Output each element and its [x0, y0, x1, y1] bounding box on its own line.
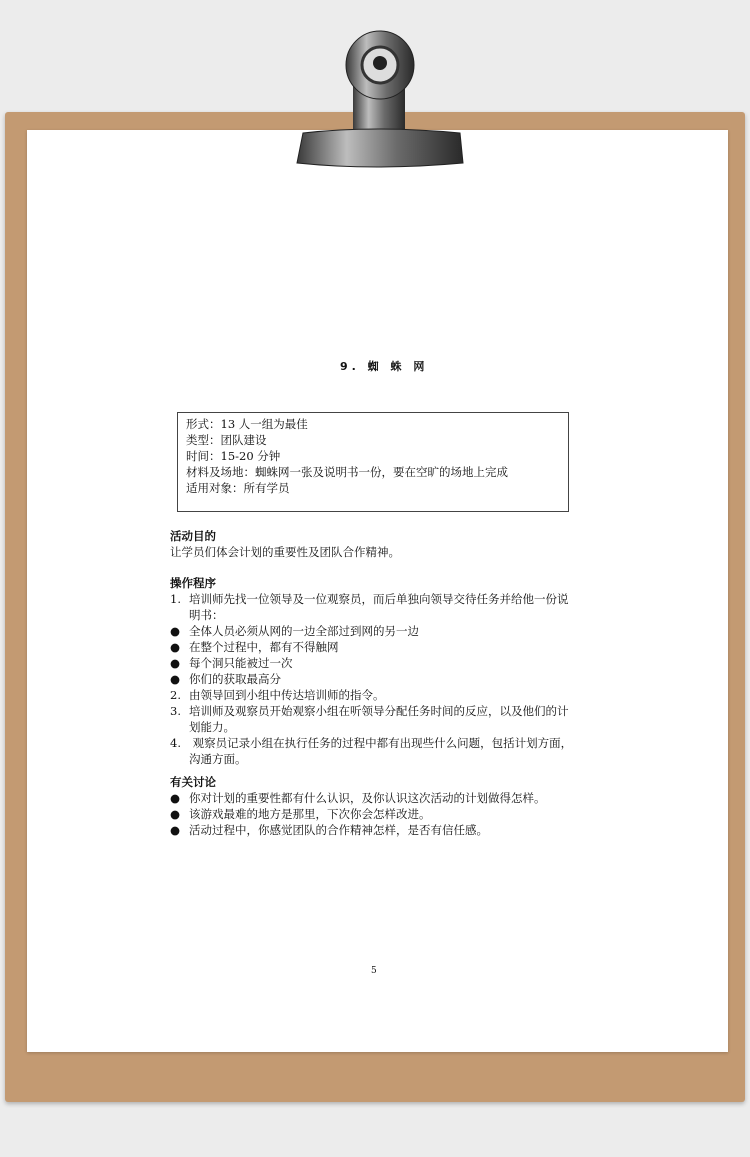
purpose-text: 让学员们体会计划的重要性及团队合作精神。: [170, 545, 400, 559]
purpose-section: [170, 528, 590, 560]
info-materials: 材料及场地：蜘蛛网一张及说明书一份，要在空旷的场地上完成: [186, 465, 508, 479]
procedure-section: 操作程序 1. 培训师先找一位领导及一位观察员，而后单独向领导交待任务并给他一份说 明书： ● 全体人员必须从网的一边全部过到网的另一边 ● 在整个过程中，都有不得触网 ● 每个洞只能被过一次 ● 你们的获取最高分 2. 由领导回到小组中传达培训师的指令。 3. 培训师及观察员开始观察小组在听领导分配任务时间的反应，以及他们的计 划能力。 4. 观察员记录小组在执行任务的过程中都有出现些什么问题，包括计划方面， 沟通方面。: [170, 575, 590, 767]
purpose-heading: 活动目的: [170, 529, 216, 543]
list-item: ● 该游戏最难的地方是那里，下次你会怎样改进。: [170, 807, 431, 821]
step-2: 由领导回到小组中传达培训师的指令。: [189, 688, 385, 702]
bullet-icon: ●: [170, 624, 181, 638]
list-item: ● 在整个过程中，都有不得触网: [170, 640, 339, 654]
info-time: 时间：15-20 分钟: [186, 449, 281, 463]
discussion-section: [170, 774, 590, 838]
list-item: ● 每个洞只能被过一次: [170, 656, 293, 670]
binder-clip-icon: [285, 25, 465, 171]
page-title: 9. 蜘 蛛 网: [340, 360, 429, 373]
step-3: 培训师及观察员开始观察小组在听领导分配任务时间的反应，以及他们的计: [189, 704, 569, 718]
step-1: 培训师先找一位领导及一位观察员，而后单独向领导交待任务并给他一份说: [189, 592, 569, 606]
bullet-icon: ●: [170, 791, 181, 805]
info-audience: 适用对象：所有学员: [186, 481, 290, 495]
bullet-icon: ●: [170, 656, 181, 670]
info-type: 类型：团队建设: [186, 433, 267, 447]
page-number: 5: [371, 966, 377, 976]
discussion-heading: 有关讨论: [170, 775, 216, 789]
bullet-icon: ●: [170, 807, 181, 821]
info-box: [177, 412, 569, 512]
bullet-icon: ●: [170, 823, 181, 837]
list-item: ● 你对计划的重要性都有什么认识，及你认识这次活动的计划做得怎样。: [170, 791, 546, 805]
info-format: 形式：13 人一组为最佳: [186, 417, 308, 431]
list-item: ● 你们的获取最高分: [170, 672, 281, 686]
list-item: ● 活动过程中，你感觉团队的合作精神怎样，是否有信任感。: [170, 823, 488, 837]
procedure-heading: 操作程序: [170, 576, 216, 590]
bullet-icon: ●: [170, 672, 181, 686]
bullet-icon: ●: [170, 640, 181, 654]
list-item: ● 全体人员必须从网的一边全部过到网的另一边: [170, 624, 419, 638]
step-4: 观察员记录小组在执行任务的过程中都有出现些什么问题，包括计划方面，: [189, 736, 573, 750]
